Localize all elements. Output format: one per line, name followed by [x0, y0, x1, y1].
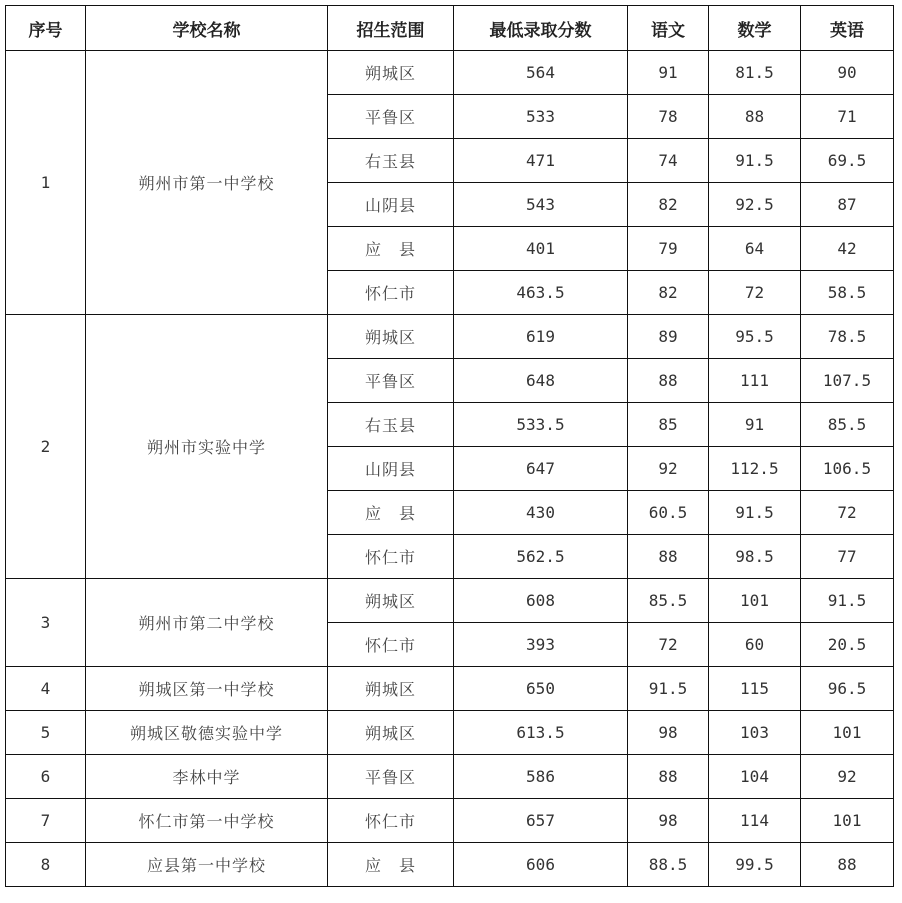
english-score-cell: 42	[801, 227, 894, 271]
region-cell: 应 县	[328, 843, 454, 887]
english-score-cell: 107.5	[801, 359, 894, 403]
chinese-score-cell: 88.5	[628, 843, 709, 887]
chinese-score-cell: 88	[628, 755, 709, 799]
school-name: 李林中学	[86, 755, 328, 799]
min-score-cell: 471	[454, 139, 628, 183]
region-cell: 山阴县	[328, 183, 454, 227]
math-score-cell: 99.5	[709, 843, 801, 887]
math-score-cell: 60	[709, 623, 801, 667]
min-score-cell: 650	[454, 667, 628, 711]
region-cell: 朔城区	[328, 51, 454, 95]
school-name: 朔城区敬德实验中学	[86, 711, 328, 755]
header-math: 数学	[709, 6, 801, 51]
english-score-cell: 92	[801, 755, 894, 799]
math-score-cell: 81.5	[709, 51, 801, 95]
chinese-score-cell: 88	[628, 535, 709, 579]
region-cell: 怀仁市	[328, 271, 454, 315]
english-score-cell: 91.5	[801, 579, 894, 623]
header-min-score: 最低录取分数	[454, 6, 628, 51]
table-body	[6, 51, 894, 887]
table-row	[6, 51, 894, 95]
min-score-cell: 562.5	[454, 535, 628, 579]
math-score-cell: 91.5	[709, 139, 801, 183]
chinese-score-cell: 91.5	[628, 667, 709, 711]
english-score-cell: 101	[801, 711, 894, 755]
region-cell: 平鲁区	[328, 95, 454, 139]
math-score-cell: 103	[709, 711, 801, 755]
header-chinese: 语文	[628, 6, 709, 51]
school-name: 朔州市实验中学	[86, 315, 328, 579]
math-score-cell: 112.5	[709, 447, 801, 491]
min-score-cell: 647	[454, 447, 628, 491]
min-score-cell: 586	[454, 755, 628, 799]
school-index: 4	[6, 667, 86, 711]
min-score-cell: 613.5	[454, 711, 628, 755]
school-index: 2	[6, 315, 86, 579]
english-score-cell: 101	[801, 799, 894, 843]
min-score-cell: 564	[454, 51, 628, 95]
school-index: 3	[6, 579, 86, 667]
school-name: 朔州市第二中学校	[86, 579, 328, 667]
math-score-cell: 104	[709, 755, 801, 799]
math-score-cell: 72	[709, 271, 801, 315]
chinese-score-cell: 79	[628, 227, 709, 271]
header-school-name: 学校名称	[86, 6, 328, 51]
english-score-cell: 72	[801, 491, 894, 535]
region-cell: 朔城区	[328, 667, 454, 711]
math-score-cell: 91.5	[709, 491, 801, 535]
region-cell: 朔城区	[328, 315, 454, 359]
min-score-cell: 430	[454, 491, 628, 535]
min-score-cell: 393	[454, 623, 628, 667]
school-index: 7	[6, 799, 86, 843]
math-score-cell: 91	[709, 403, 801, 447]
min-score-cell: 657	[454, 799, 628, 843]
math-score-cell: 101	[709, 579, 801, 623]
math-score-cell: 98.5	[709, 535, 801, 579]
region-cell: 平鲁区	[328, 755, 454, 799]
chinese-score-cell: 82	[628, 183, 709, 227]
chinese-score-cell: 92	[628, 447, 709, 491]
min-score-cell: 533	[454, 95, 628, 139]
region-cell: 应 县	[328, 227, 454, 271]
english-score-cell: 96.5	[801, 667, 894, 711]
table-row	[6, 755, 894, 799]
school-name: 应县第一中学校	[86, 843, 328, 887]
chinese-score-cell: 89	[628, 315, 709, 359]
header-index: 序号	[6, 6, 86, 51]
table-row	[6, 711, 894, 755]
english-score-cell: 58.5	[801, 271, 894, 315]
min-score-cell: 608	[454, 579, 628, 623]
chinese-score-cell: 85.5	[628, 579, 709, 623]
school-index: 6	[6, 755, 86, 799]
english-score-cell: 88	[801, 843, 894, 887]
admission-score-table	[5, 5, 894, 887]
min-score-cell: 401	[454, 227, 628, 271]
min-score-cell: 648	[454, 359, 628, 403]
region-cell: 山阴县	[328, 447, 454, 491]
chinese-score-cell: 98	[628, 711, 709, 755]
region-cell: 朔城区	[328, 711, 454, 755]
school-name: 怀仁市第一中学校	[86, 799, 328, 843]
table-row	[6, 799, 894, 843]
english-score-cell: 87	[801, 183, 894, 227]
table-row	[6, 667, 894, 711]
school-index: 1	[6, 51, 86, 315]
school-index: 5	[6, 711, 86, 755]
header-english: 英语	[801, 6, 894, 51]
english-score-cell: 20.5	[801, 623, 894, 667]
chinese-score-cell: 88	[628, 359, 709, 403]
chinese-score-cell: 91	[628, 51, 709, 95]
chinese-score-cell: 78	[628, 95, 709, 139]
min-score-cell: 606	[454, 843, 628, 887]
region-cell: 怀仁市	[328, 535, 454, 579]
table-row	[6, 579, 894, 623]
math-score-cell: 88	[709, 95, 801, 139]
region-cell: 怀仁市	[328, 623, 454, 667]
chinese-score-cell: 98	[628, 799, 709, 843]
chinese-score-cell: 74	[628, 139, 709, 183]
chinese-score-cell: 60.5	[628, 491, 709, 535]
region-cell: 平鲁区	[328, 359, 454, 403]
math-score-cell: 64	[709, 227, 801, 271]
english-score-cell: 90	[801, 51, 894, 95]
region-cell: 右玉县	[328, 139, 454, 183]
min-score-cell: 543	[454, 183, 628, 227]
english-score-cell: 71	[801, 95, 894, 139]
min-score-cell: 619	[454, 315, 628, 359]
min-score-cell: 533.5	[454, 403, 628, 447]
english-score-cell: 106.5	[801, 447, 894, 491]
school-name: 朔州市第一中学校	[86, 51, 328, 315]
min-score-cell: 463.5	[454, 271, 628, 315]
english-score-cell: 69.5	[801, 139, 894, 183]
table-row	[6, 843, 894, 887]
math-score-cell: 111	[709, 359, 801, 403]
table-row	[6, 315, 894, 359]
header-region: 招生范围	[328, 6, 454, 51]
chinese-score-cell: 82	[628, 271, 709, 315]
chinese-score-cell: 85	[628, 403, 709, 447]
math-score-cell: 95.5	[709, 315, 801, 359]
region-cell: 应 县	[328, 491, 454, 535]
school-index: 8	[6, 843, 86, 887]
region-cell: 朔城区	[328, 579, 454, 623]
math-score-cell: 114	[709, 799, 801, 843]
chinese-score-cell: 72	[628, 623, 709, 667]
region-cell: 右玉县	[328, 403, 454, 447]
english-score-cell: 77	[801, 535, 894, 579]
header-row	[6, 6, 894, 51]
math-score-cell: 92.5	[709, 183, 801, 227]
english-score-cell: 85.5	[801, 403, 894, 447]
math-score-cell: 115	[709, 667, 801, 711]
english-score-cell: 78.5	[801, 315, 894, 359]
region-cell: 怀仁市	[328, 799, 454, 843]
school-name: 朔城区第一中学校	[86, 667, 328, 711]
